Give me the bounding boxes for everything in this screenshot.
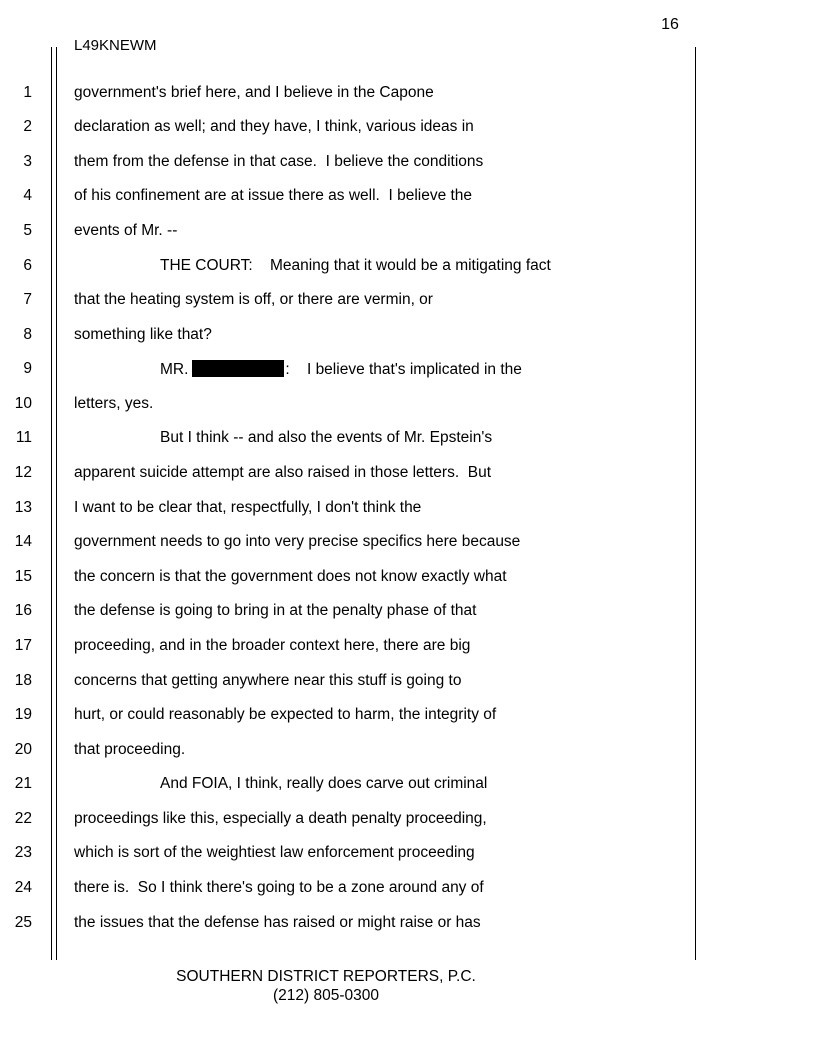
line-number: 23 — [14, 844, 32, 861]
transcript-line — [0, 568, 690, 592]
transcript-line — [0, 810, 690, 834]
line-number: 10 — [14, 395, 32, 412]
speaker-title: MR. — [160, 361, 189, 378]
line-text: And FOIA, I think, really does carve out criminal — [160, 775, 488, 792]
line-text: of his confinement are at issue there as well. I believe the — [74, 187, 473, 204]
line-text: declaration as well; and they have, I think, various ideas in — [74, 118, 474, 135]
transcript-line — [0, 187, 690, 211]
line-number: 14 — [14, 533, 32, 550]
line-text: that the heating system is off, or there are vermin, or — [74, 291, 433, 308]
line-text: I want to be clear that, respectfully, I don't think the — [74, 499, 422, 516]
line-text: hurt, or could reasonably be expected to harm, the integrity of — [74, 706, 497, 723]
transcript-line — [0, 257, 690, 281]
transcript-line — [0, 222, 690, 246]
reporter-name: SOUTHERN DISTRICT REPORTERS, P.C. — [176, 968, 476, 985]
right-margin-rule — [695, 47, 696, 960]
line-number: 24 — [14, 879, 32, 896]
page-number: 16 — [661, 16, 679, 33]
line-number: 17 — [14, 637, 32, 654]
line-text: something like that? — [74, 326, 212, 343]
transcript-line — [0, 153, 690, 177]
line-number: 5 — [23, 222, 32, 239]
transcript-line — [0, 326, 690, 350]
line-number: 7 — [23, 291, 32, 308]
transcript-line — [0, 672, 690, 696]
transcript-line — [0, 879, 690, 903]
transcript-line — [0, 464, 690, 488]
line-text-speaker-redacted — [160, 360, 522, 379]
line-text: them from the defense in that case. I believe the conditions — [74, 153, 484, 170]
line-text: the defense is going to bring in at the penalty phase of that — [74, 602, 477, 619]
redaction-bar — [192, 360, 284, 377]
line-text: that proceeding. — [74, 741, 186, 758]
line-text: the issues that the defense has raised or might raise or has — [74, 914, 481, 931]
line-text: government's brief here, and I believe in the Capone — [74, 84, 434, 101]
line-text: there is. So I think there's going to be a zone around any of — [74, 879, 484, 896]
line-text: proceeding, and in the broader context here, there are big — [74, 637, 471, 654]
line-text: concerns that getting anywhere near this stuff is going to — [74, 672, 462, 689]
line-number: 4 — [23, 187, 32, 204]
transcript-line — [0, 637, 690, 661]
line-number: 12 — [14, 464, 32, 481]
line-number: 20 — [14, 741, 32, 758]
line-number: 11 — [15, 429, 32, 446]
line-number: 21 — [14, 775, 32, 792]
line-number: 22 — [14, 810, 32, 827]
transcript-line — [0, 706, 690, 730]
line-number: 1 — [23, 84, 32, 101]
line-text: apparent suicide attempt are also raised in those letters. But — [74, 464, 492, 481]
transcript-line — [0, 84, 690, 108]
line-number: 19 — [14, 706, 32, 723]
line-number: 13 — [14, 499, 32, 516]
line-text: : I believe that's implicated in the — [285, 361, 522, 378]
line-text: the concern is that the government does not know exactly what — [74, 568, 507, 585]
transcript-line — [0, 844, 690, 868]
reporter-phone: (212) 805-0300 — [273, 987, 379, 1004]
line-number: 3 — [23, 153, 32, 170]
transcript-line — [0, 741, 690, 765]
line-text: which is sort of the weightiest law enforcement proceeding — [74, 844, 475, 861]
line-number: 9 — [23, 360, 32, 377]
transcript-line — [0, 775, 690, 799]
case-code: L49KNEWM — [74, 37, 157, 54]
line-text: THE COURT: Meaning that it would be a mitigating fact — [160, 257, 551, 274]
footer — [0, 967, 652, 1005]
transcript-line — [0, 429, 690, 453]
transcript-line — [0, 602, 690, 626]
transcript-line — [0, 395, 690, 419]
transcript-line — [0, 533, 690, 557]
transcript-line — [0, 499, 690, 523]
transcript-line — [0, 291, 690, 315]
transcript-line — [0, 914, 690, 938]
line-text: events of Mr. -- — [74, 222, 178, 239]
line-number: 15 — [14, 568, 32, 585]
line-number: 16 — [14, 602, 32, 619]
line-text: government needs to go into very precise specifics here because — [74, 533, 521, 550]
line-number: 6 — [23, 257, 32, 274]
line-text: But I think -- and also the events of Mr. Epstein's — [160, 429, 493, 446]
line-text: letters, yes. — [74, 395, 154, 412]
line-number: 18 — [14, 672, 32, 689]
line-number: 2 — [23, 118, 32, 135]
line-number: 8 — [23, 326, 32, 343]
line-text: proceedings like this, especially a death penalty proceeding, — [74, 810, 487, 827]
line-number: 25 — [14, 914, 32, 931]
transcript-line — [0, 118, 690, 142]
transcript-line — [0, 360, 690, 384]
